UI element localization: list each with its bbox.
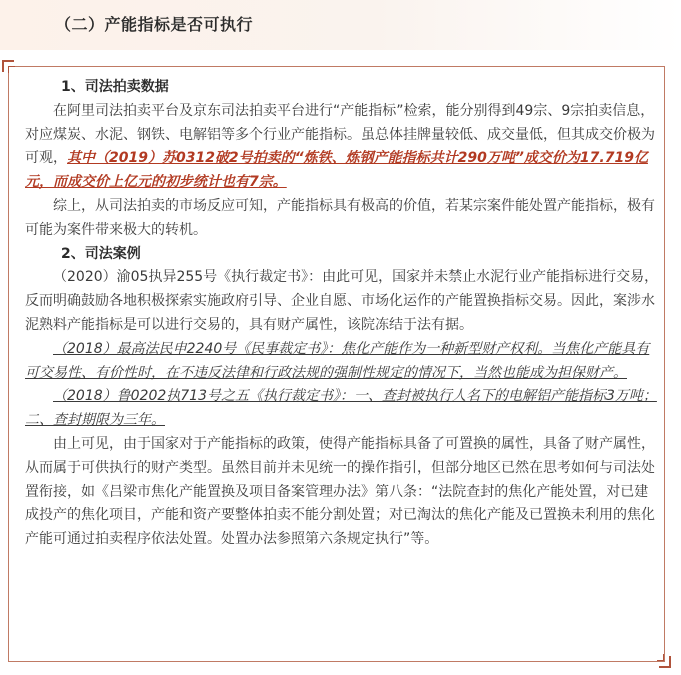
article-body: [25, 76, 660, 552]
paragraph-auction-data: [25, 100, 660, 195]
subheading-judicial-cases: 2、司法案例: [61, 245, 141, 262]
paragraph-case-supreme-court: [25, 338, 660, 386]
auction-data-text: 在阿里司法拍卖平台及京东司法拍卖平台进行“产能指标”检索，能分别得到49宗、9宗拍卖信息，对应煤炭、水泥、钢铁、电解铝等多个行业产能指标。虽总体挂牌量较低、成交量低，但其成交价极为可观，: [25, 102, 655, 167]
paragraph-conclusion: 由上可见，由于国家对于产能指标的政策，使得产能指标具备了可置换的属性，具备了财产属性，从而属于可供执行的财产类型。虽然目前并未见统一的操作指引，但部分地区已然在思考如何与司法处置衔接，如《吕梁市焦化产能置换及项目备案管理办法》第八条：“法院查封的焦化产能处置，对已建成投产的焦化项目，产能和资产要整体拍卖不能分割处置；对已淘汰的焦化产能及已置换未利用的焦化产能可通过拍卖程序依法处置。处置办法参照第六条规定执行”等。: [25, 435, 655, 548]
section-title: （二）产能指标是否可执行: [55, 15, 254, 34]
paragraph-summary: 综上，从司法拍卖的市场反应可知，产能指标具有极高的价值，若某宗案件能处置产能指标，极有可能为案件带来极大的转机。: [25, 197, 655, 238]
case-supreme-court-text: （2018）最高法民申2240号《民事裁定书》：焦化产能作为一种新型财产权利。当焦化产能具有可交易性、有价性时，在不违反法律和行政法规的强制性规定的情况下，当然也能成为担保财产。: [25, 340, 650, 381]
section-header-band: [0, 0, 681, 50]
paragraph-case-chongqing: （2020）渝05执异255号《执行裁定书》：由此可见，国家并未禁止水泥行业产能指标进行交易，反而明确鼓励各地积极探索实施政府引导、企业自愿、市场化运作的产能置换指标交易。因此，案涉水泥熟料产能指标是可以进行交易的，具有财产属性，该院冻结于法有据。: [25, 269, 659, 333]
paragraph-case-qingdao: [25, 385, 660, 433]
subheading-auction-data: 1、司法拍卖数据: [61, 79, 169, 95]
case-qingdao-text: （2018）鲁0202执713号之五《执行裁定书》：一、查封被执行人名下的电解铝产能指标3万吨；二、查封期限为三年。: [25, 388, 657, 429]
frame-corner-ornament-bottom-right: [659, 656, 671, 668]
frame-corner-ornament-top-left: [2, 60, 14, 72]
auction-data-highlight: 其中（2019）苏0312破2号拍卖的“炼铁、炼钢产能指标共计290万吨”成交价为17.719亿元，而成交价上亿元的初步统计也有7宗。: [25, 150, 648, 191]
